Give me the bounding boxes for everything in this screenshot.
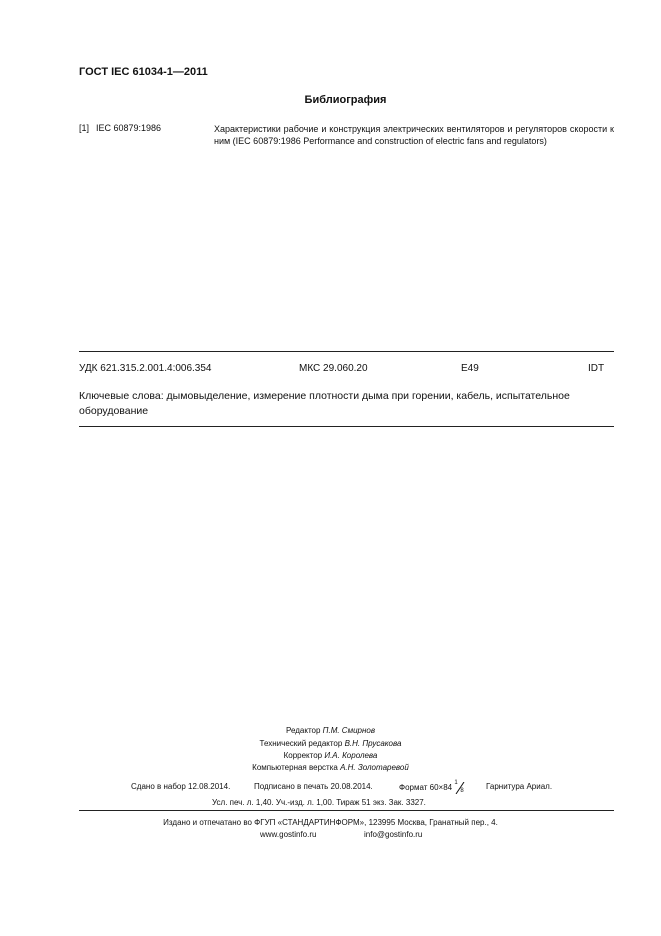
submitted-date: Сдано в набор 12.08.2014. bbox=[131, 782, 231, 791]
idt-label: IDT bbox=[588, 363, 605, 374]
format-fraction bbox=[454, 782, 466, 794]
layout-line bbox=[0, 763, 661, 772]
format-info bbox=[399, 782, 466, 794]
format-denominator: 8 bbox=[460, 788, 464, 794]
divider-publisher bbox=[79, 810, 614, 811]
format-numerator: 1 bbox=[454, 780, 458, 786]
divider-top bbox=[79, 351, 614, 352]
corrector-line bbox=[0, 751, 661, 760]
signed-date: Подписано в печать 20.08.2014. bbox=[254, 782, 373, 791]
corrector-name: И.А. Королева bbox=[324, 751, 378, 760]
publisher-line: Издано и отпечатано во ФГУП «СТАНДАРТИНФОРМ», 123995 Москва, Гранатный пер., 4. bbox=[163, 818, 498, 827]
publisher-email[interactable]: info@gostinfo.ru bbox=[364, 830, 423, 839]
layout-name: А.Н. Золотаревой bbox=[340, 763, 409, 772]
typeface-info: Гарнитура Ариал. bbox=[486, 782, 553, 791]
editor-line bbox=[0, 726, 661, 735]
udk-code: УДК 621.315.2.001.4:006.354 bbox=[79, 363, 212, 374]
reference-description: Характеристики рабочие и конструкция электрических вентиляторов и регуляторов скорости к ним (IEC 60879:1986 Performance and construction of electric fans and regulators) bbox=[214, 124, 614, 146]
print-sheets-info: Усл. печ. л. 1,40. Уч.-изд. л. 1,00. Тираж 51 экз. Зак. 3327. bbox=[212, 798, 426, 807]
tech-editor-name: В.Н. Прусакова bbox=[344, 739, 402, 748]
reference-number: [1] bbox=[79, 123, 90, 133]
layout-label: Компьютерная верстка bbox=[252, 763, 338, 772]
publisher-website[interactable]: www.gostinfo.ru bbox=[260, 830, 317, 839]
mks-code: МКС 29.060.20 bbox=[299, 363, 368, 374]
format-label: Формат 60×84 bbox=[399, 783, 453, 793]
keywords: Ключевые слова: дымовыделение, измерение плотности дыма при горении, кабель, испытательное оборудование bbox=[79, 390, 570, 417]
editor-label: Редактор bbox=[286, 726, 321, 735]
tech-editor-label: Технический редактор bbox=[259, 739, 343, 748]
editor-name: П.М. Смирнов bbox=[322, 726, 375, 735]
reference-code: IEC 60879:1986 bbox=[96, 123, 162, 133]
divider-bottom bbox=[79, 426, 614, 427]
classification-code: Е49 bbox=[461, 363, 479, 374]
corrector-label: Корректор bbox=[283, 751, 323, 760]
bibliography-title: Библиография bbox=[304, 94, 387, 106]
tech-editor-line bbox=[0, 739, 661, 748]
document-id: ГОСТ IEC 61034-1—2011 bbox=[79, 66, 208, 78]
